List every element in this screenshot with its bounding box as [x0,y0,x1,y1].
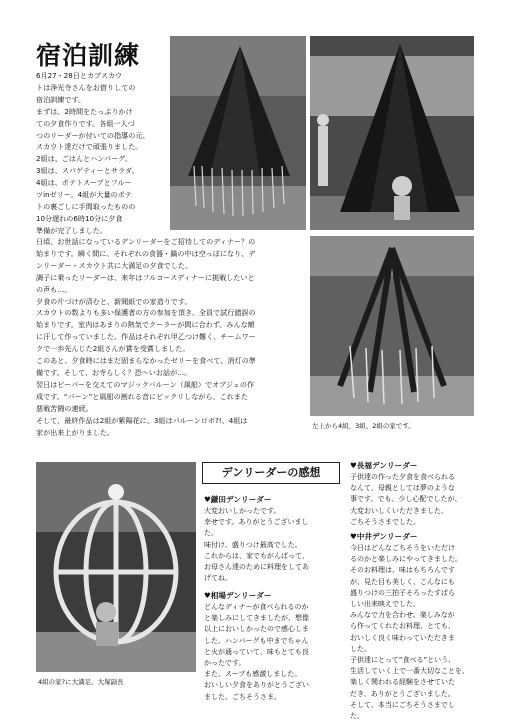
impressions-heading: デンリーダーの感想 [202,462,340,484]
leader-text-aiba: どんなディナーが食べられるのか と楽しみにしてきましたが、想像 以上においしかったので感心しま した。ハンバーグも中までちゃん と火が通っていて、味もとても良 かったです。 また、スープも感激しました。 おいしい夕食をありがとうござい ました。ごちそうさま。 [204,603,309,701]
leader-name-aiba: ♥相場デンリーダー [204,591,272,600]
article-main-text: 日頃、お世話になっているデンリーダーをご招待してのディナー？の 始まりです。瞬く間に、それぞれの食器・鍋の中は空っぽになり、デ ンリーダー・スカウト共に大満足の夕食でした。 調子に乗ったリーダーは、来年はフルコースディナーに挑戦したいと の声も…。 夕食の片づけが済むと、新聞紙での家造りです。 スカウトの数よりも多い保護者の方の参加を頂き、全員で試行錯誤の 始まりです。室内はあまりの熱気でクーラーが間に合わず、みんな額 に汗して作っていました。作品はそれぞれ甲乙つけ難く、チームワー クで一歩先んじた2組さんが賞を受賞しました。 このあと、夕食時にはまだ固まらなかったゼリーを食べて、消灯の準 備です。そして、お寺らしく？恐～いお話が…。 翌日はビーバーを交えてのマジックバルーン（風船）でオブジェの作 成です。“バーン”と風船の割れる音にビックリしながら、これまた 悪戦苦闘の連続。 そして、最終作品は2組が紫陽花に、3組はバルーンロボ?!、4組は 家が出来上がりました。 [36,237,256,437]
leader-text-nagafuku: 子供達の作った夕食を食べられる なんて、母親としては夢のような 事です。でも、少し心配でしたが、 大変おいしくいただきました。 ごちそうさまでした。 [350,473,462,526]
caption-bottom-photo: 4組の家?に大満足。大塚副長 [38,678,124,686]
newspaper-house-illustration [310,236,474,416]
photo-house-group4 [170,36,306,230]
photo-house-group3 [310,36,474,230]
article-intro-text: 6月27・28日とカブスカウ トは浄光寺さんをお借りしての 宿泊訓練です。 まずは、2時間をたっぷりかけ ての夕食作りです。各組一人づ つのリーダーが付いての指導の元、 スカウト達だけで頑張りました。 2組は、ごはんとハンバーグ。 3組は、スパゲティーとサラダ。 4組は、ポテトスープとフルー ツinゼリー。4組が大量のポテ トの裏ごしに手間取ったものの 10分遅れの6時10分に夕食 準備が完了しました。 [36,71,150,235]
photo-house-group2 [310,236,474,416]
newspaper-house-illustration [170,36,306,230]
leader-name-kamata: ♥鎌田デンリーダー [204,495,272,504]
leader-name-nagafuku: ♥長福デンリーダー [350,461,418,470]
caption-right-photos: 左上から4組、3組、2組の家です。 [312,422,415,430]
page-title: 宿泊訓練 [36,41,141,70]
photo-balloon-house [36,462,196,672]
newspaper-house-illustration [310,36,474,230]
leader-text-nakai: 今日はどんなごちそうをいただけ るのかと楽しみにやってきました。 そのお料理は、味はもちろんです が、見た目も美しく、こんなにも 盛りつけの三拍子そろったすばら しい出来映えでした。 みんなで力を合わせ、楽しみなが ら作ってくれたお料理、とても、 おいしく良く味わっていただきま した。 子供達にとって“食べる”という、 生活していく上で一番大切なことを、 楽しく関われる経験をさせていた だき、ありがとうございました。 そして、本当にごちそうさまでし た。 [350,544,469,721]
leader-name-nakai: ♥中井デンリーダー [350,532,418,541]
leader-text-kamata: 大変おいしかったです。 幸せです。ありがとうございまし た。 味付け、盛りつけ最高でした。 これからは、家でもがんばって、 お母さん達のために料理をしてあ げてね。 [204,507,309,583]
balloon-house-illustration [36,462,196,672]
